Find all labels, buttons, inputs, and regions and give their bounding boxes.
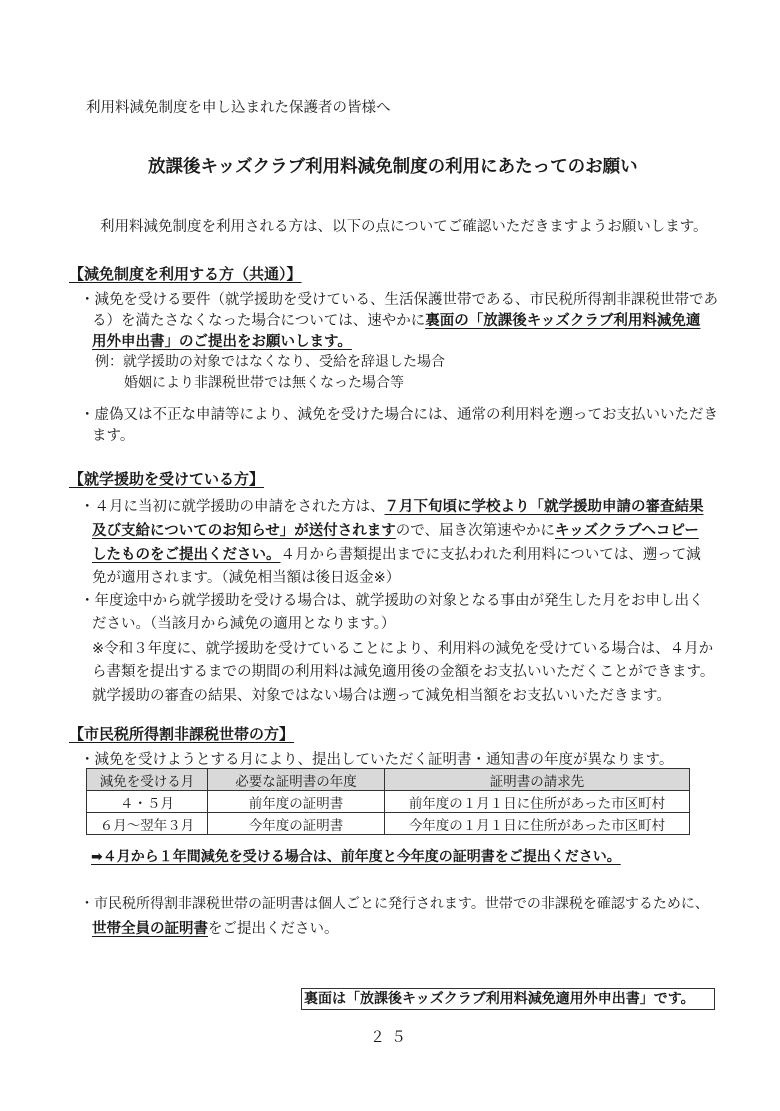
assistance-notice-text: ので、届き次第速やかに bbox=[395, 523, 555, 539]
common-bullet1-line2 bbox=[92, 309, 700, 330]
table-cell: ６月～翌年３月 bbox=[87, 813, 208, 835]
assistance-refund-text: ４月から書類提出までに支払われた利用料については、遡って減 bbox=[280, 547, 701, 563]
section-common-heading: 【減免制度を利用する方（共通）】 bbox=[69, 265, 302, 283]
certificate-table bbox=[86, 768, 690, 835]
table-cell: 前年度の証明書 bbox=[208, 791, 385, 813]
section-assistance-heading: 【就学援助を受けている方】 bbox=[69, 470, 265, 488]
table-row bbox=[87, 813, 690, 835]
assistance-bullet1-emphasis: ７月下旬頃に学校より「就学援助申請の審査結果 bbox=[384, 499, 704, 515]
common-bullet1-line1: ・減免を受ける要件（就学援助を受けている、生活保護世帯である、市民税所得割非課税世帯であ bbox=[80, 292, 718, 308]
assistance-bullet1-line2 bbox=[92, 519, 699, 540]
intro-text: 利用料減免制度を利用される方は、以下の点についてご確認いただきますようお願いします。 bbox=[100, 219, 708, 235]
common-bullet1-emphasis: 裏面の「放課後キッズクラブ利用料減免適 bbox=[425, 313, 701, 329]
page-title: 放課後キッズクラブ利用料減免制度の利用にあたってのお願い bbox=[148, 157, 638, 177]
assistance-note-line2: ら書類を提出するまでの期間の利用料は減免適用後の金額をお支払いいただくことができます。 bbox=[92, 664, 715, 680]
common-bullet2-line2: ます。 bbox=[92, 428, 135, 444]
all-members-emphasis: 世帯全員の証明書 bbox=[92, 921, 208, 937]
arrow-note: ➡４月から１年間減免を受ける場合は、前年度と今年度の証明書をご提出ください。 bbox=[91, 849, 621, 865]
assistance-copy-emphasis: キッズクラブへコピー bbox=[555, 523, 699, 539]
back-side-note: 裏面は「放課後キッズクラブ利用料減免適用外申出書」です。 bbox=[301, 988, 715, 1010]
common-bullet2-line1: ・虚偽又は不正な申請等により、減免を受けた場合には、通常の利用料を遡ってお支払いいただき bbox=[80, 407, 718, 423]
common-bullet1-text: る）を満たさなくなった場合については、速やかに bbox=[92, 313, 426, 329]
assistance-bullet1-line1 bbox=[80, 495, 704, 516]
example-line1: 例：就学援助の対象ではなくなり、受給を辞退した場合 bbox=[95, 354, 445, 370]
assistance-notice-emphasis: 及び支給についてのお知らせ」が送付されます bbox=[92, 523, 396, 539]
assistance-bullet1-text: ・４月に当初に就学援助の申請をされた方は、 bbox=[80, 499, 385, 515]
addressee: 利用料減免制度を申し込まれた保護者の皆様へ bbox=[86, 100, 391, 116]
assistance-note-line3: 就学援助の審査の結果、対象ではない場合は遡って減免相当額をお支払いいただきます。 bbox=[92, 688, 671, 704]
table-header: 必要な証明書の年度 bbox=[208, 769, 385, 791]
table-header: 減免を受ける月 bbox=[87, 769, 208, 791]
nontax-bullet1: ・減免を受けようとする月により、提出していただく証明書・通知書の年度が異なります。 bbox=[80, 752, 674, 768]
assistance-bullet2-line1: ・年度途中から就学援助を受ける場合は、就学援助の対象となる事由が発生した月をお申し出く bbox=[80, 593, 704, 609]
section-nontax-heading: 【市民税所得割非課税世帯の方】 bbox=[69, 725, 295, 743]
nontax-bullet2-line1: ・市民税所得割非課税世帯の証明書は個人ごとに発行されます。世帯での非課税を確認するために、 bbox=[80, 896, 709, 912]
table-header-row bbox=[87, 769, 690, 791]
page-number: ２５ bbox=[370, 1028, 413, 1046]
table-header: 証明書の請求先 bbox=[385, 769, 690, 791]
assistance-note-line1: ※令和３年度に、就学援助を受けていることにより、利用料の減免を受けている場合は、４月か bbox=[92, 641, 714, 657]
example-line2: 婚姻により非課税世帯では無くなった場合等 bbox=[124, 375, 404, 391]
table-row bbox=[87, 791, 690, 813]
assistance-bullet1-line4: 免が適用されます。（減免相当額は後日返金※） bbox=[92, 570, 401, 586]
table-cell: 前年度の１月１日に住所があった市区町村 bbox=[385, 791, 690, 813]
common-bullet1-line3: 用外申出書」のご提出をお願いします。 bbox=[92, 334, 352, 350]
assistance-bullet2-line2: ださい。（当該月から減免の適用となります。） bbox=[92, 616, 396, 632]
table-cell: ４・５月 bbox=[87, 791, 208, 813]
assistance-bullet1-line3 bbox=[92, 543, 701, 564]
assistance-submit-emphasis: したものをご提出ください。 bbox=[92, 547, 281, 563]
table-cell: 今年度の証明書 bbox=[208, 813, 385, 835]
nontax-bullet2-text: をご提出ください。 bbox=[208, 921, 339, 937]
table-cell: 今年度の１月１日に住所があった市区町村 bbox=[385, 813, 690, 835]
nontax-bullet2-line2 bbox=[92, 917, 339, 938]
